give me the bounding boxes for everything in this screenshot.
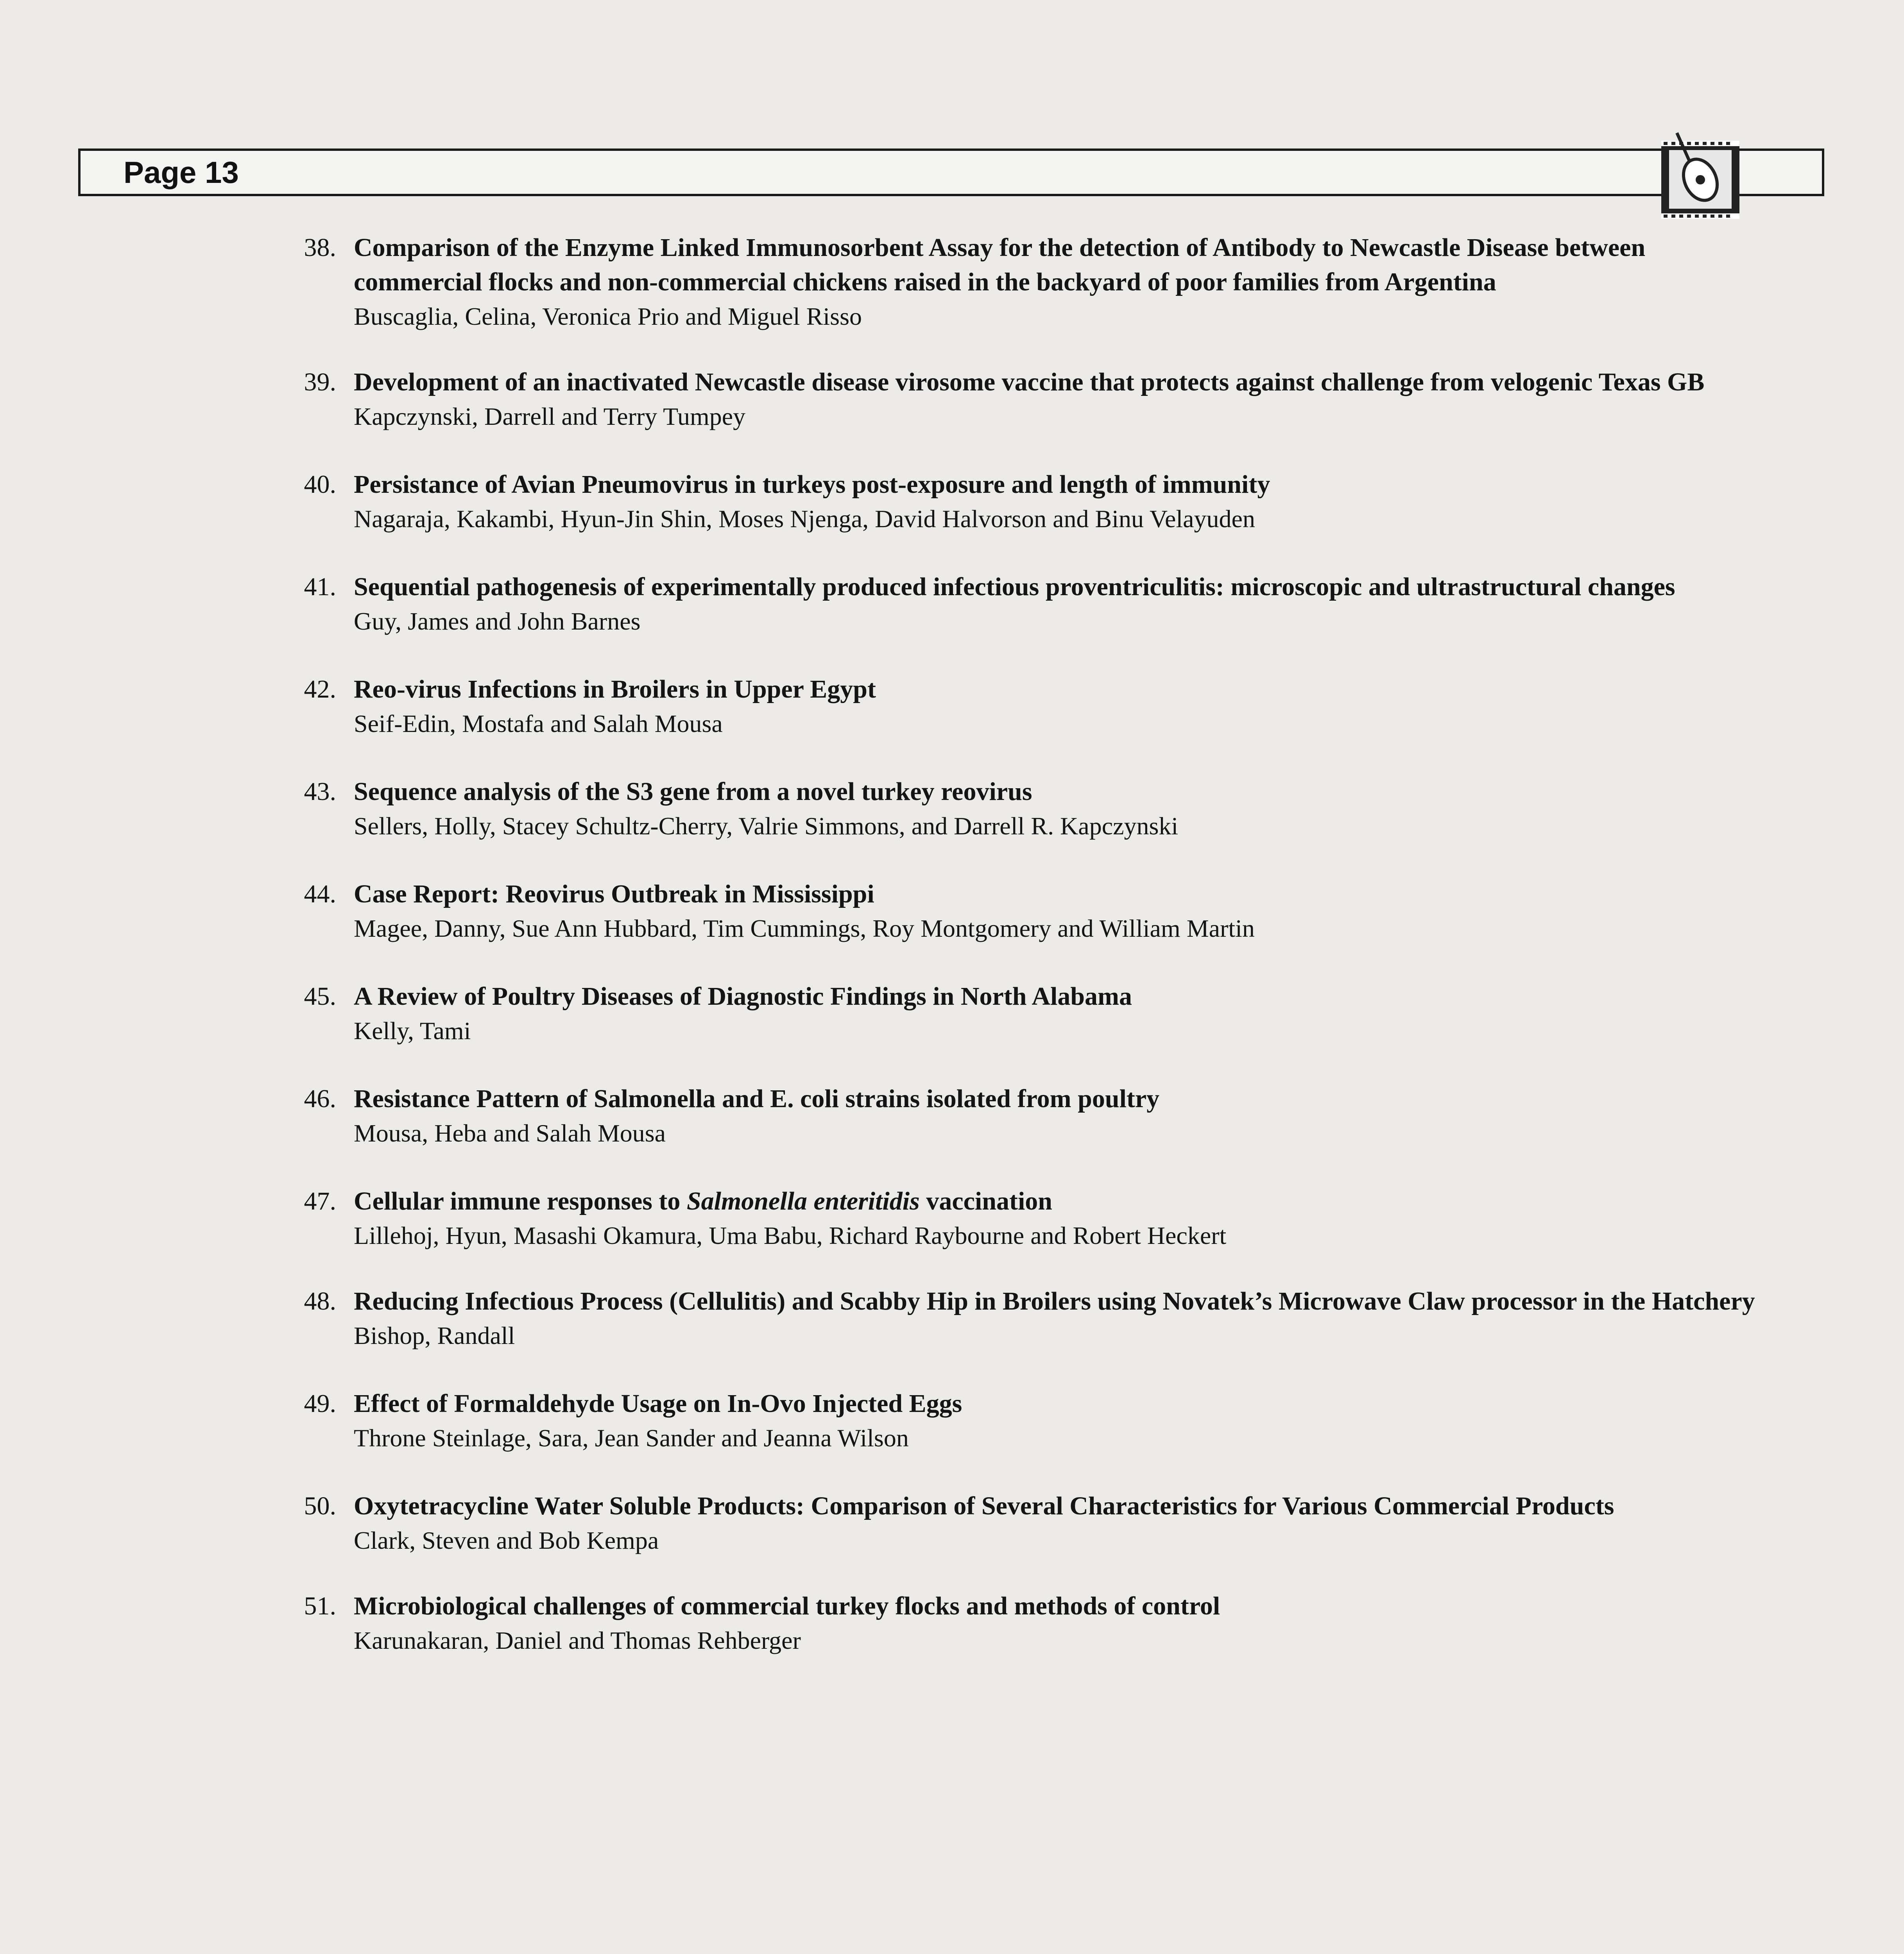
entry-number: 43.: [304, 777, 336, 806]
entry-authors: Magee, Danny, Sue Ann Hubbard, Tim Cummings, Roy Montgomery and William Martin: [354, 914, 1255, 942]
entry-number: 44.: [304, 880, 336, 908]
entry-authors: Guy, James and John Barnes: [354, 607, 641, 635]
list-item: [289, 467, 1759, 536]
page-header-bar: [78, 149, 1824, 196]
list-item: [289, 1489, 1759, 1558]
entry-title: Reducing Infectious Process (Cellulitis) and Scabby Hip in Broilers using Novatek’s Microwave Claw processor in the Hatchery: [354, 1287, 1755, 1315]
entry-title: Comparison of the Enzyme Linked Immunosorbent Assay for the detection of Antibody to Newcastle Disease between commercial flocks and non-commercial chickens raised in the backyard of poor families from Argentina: [354, 233, 1646, 296]
entry-title: Development of an inactivated Newcastle disease virosome vaccine that protects against challenge from velogenic Texas GB: [354, 368, 1705, 396]
entry-authors: Kelly, Tami: [354, 1017, 471, 1045]
entry-authors: Buscaglia, Celina, Veronica Prio and Miguel Risso: [354, 302, 862, 330]
abstract-list: [289, 231, 1759, 1658]
entry-title-part: vaccination: [919, 1187, 1052, 1215]
entry-authors: Karunakaran, Daniel and Thomas Rehberger: [354, 1627, 801, 1654]
list-item: [289, 1184, 1759, 1253]
list-item: [289, 1589, 1759, 1658]
entry-title-part: Cellular immune responses to: [354, 1187, 687, 1215]
entry-authors: Nagaraja, Kakambi, Hyun-Jin Shin, Moses Njenga, David Halvorson and Binu Velayuden: [354, 505, 1255, 533]
entry-authors: Seif-Edin, Mostafa and Salah Mousa: [354, 710, 723, 737]
list-item: [289, 1387, 1759, 1455]
list-item: [289, 775, 1759, 843]
entry-title: Sequential pathogenesis of experimentally produced infectious proventriculitis: microscopic and ultrastructural changes: [354, 573, 1675, 601]
entry-number: 38.: [304, 233, 336, 262]
entry-title: Sequence analysis of the S3 gene from a novel turkey reovirus: [354, 777, 1032, 806]
entry-authors: Mousa, Heba and Salah Mousa: [354, 1119, 666, 1147]
list-item: [289, 1082, 1759, 1151]
page-number-label: Page 13: [124, 155, 239, 190]
entry-number: 39.: [304, 368, 336, 396]
entry-title: Oxytetracycline Water Soluble Products: Comparison of Several Characteristics for Various Commercial Products: [354, 1492, 1614, 1520]
entry-authors: Throne Steinlage, Sara, Jean Sander and Jeanna Wilson: [354, 1424, 909, 1452]
entry-number: 40.: [304, 470, 336, 499]
entry-number: 45.: [304, 982, 336, 1011]
list-item: [289, 877, 1759, 946]
list-item: [289, 231, 1759, 334]
entry-title: Case Report: Reovirus Outbreak in Mississippi: [354, 880, 874, 908]
entry-authors: Lillehoj, Hyun, Masashi Okamura, Uma Babu, Richard Raybourne and Robert Heckert: [354, 1222, 1227, 1249]
entry-title: A Review of Poultry Diseases of Diagnostic Findings in North Alabama: [354, 982, 1132, 1011]
poultry-meeting-stamp-icon: [1653, 125, 1747, 227]
entry-authors: Sellers, Holly, Stacey Schultz-Cherry, Valrie Simmons, and Darrell R. Kapczynski: [354, 812, 1179, 840]
entry-number: 51.: [304, 1592, 336, 1620]
entry-number: 41.: [304, 573, 336, 601]
entry-number: 47.: [304, 1187, 336, 1215]
entry-title-italic: Salmonella enteritidis: [686, 1187, 920, 1215]
entry-number: 42.: [304, 675, 336, 703]
list-item: [289, 365, 1759, 434]
entry-title: Resistance Pattern of Salmonella and E. coli strains isolated from poultry: [354, 1084, 1160, 1113]
entry-authors: Kapczynski, Darrell and Terry Tumpey: [354, 403, 746, 430]
entry-number: 49.: [304, 1389, 336, 1418]
entry-title: Reo-virus Infections in Broilers in Upper Egypt: [354, 675, 876, 703]
entry-title: Persistance of Avian Pneumovirus in turkeys post-exposure and length of immunity: [354, 470, 1270, 499]
entry-number: 46.: [304, 1084, 336, 1113]
entry-authors: Clark, Steven and Bob Kempa: [354, 1526, 659, 1554]
entry-title: Microbiological challenges of commercial turkey flocks and methods of control: [354, 1592, 1220, 1620]
entry-title: Effect of Formaldehyde Usage on In-Ovo Injected Eggs: [354, 1389, 962, 1418]
list-item: [289, 979, 1759, 1048]
list-item: [289, 672, 1759, 741]
list-item: [289, 570, 1759, 639]
entry-number: 50.: [304, 1492, 336, 1520]
entry-title: [354, 1184, 1759, 1219]
entry-authors: Bishop, Randall: [354, 1322, 515, 1349]
list-item: [289, 1284, 1759, 1353]
entry-number: 48.: [304, 1287, 336, 1315]
